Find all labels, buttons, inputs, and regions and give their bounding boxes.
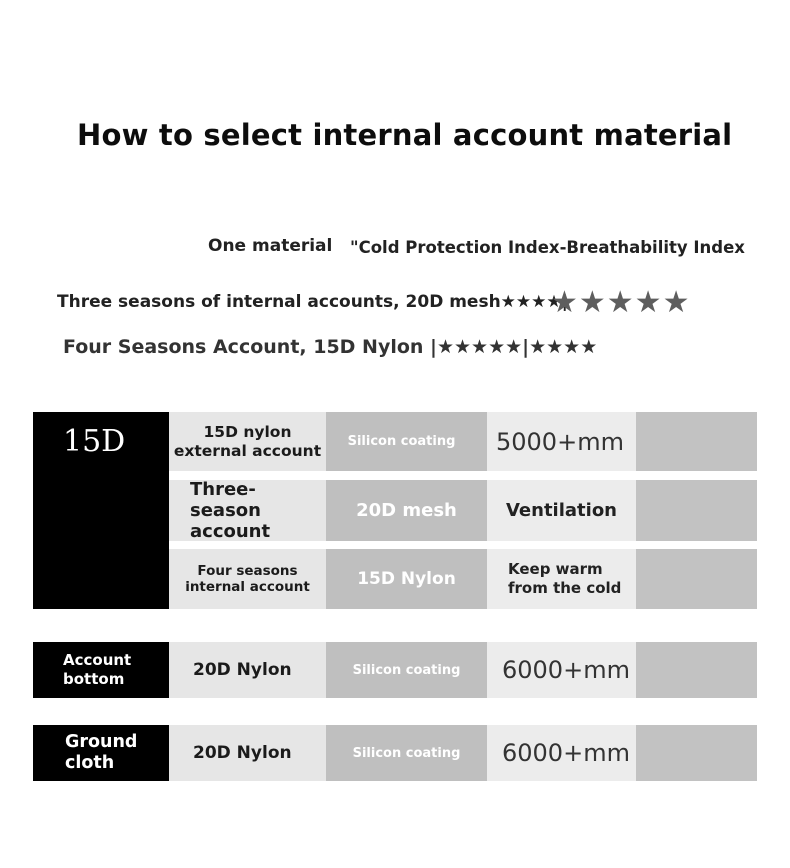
ground-coating: Silicon coating [326, 725, 487, 781]
ground-name: 20D Nylon [169, 725, 326, 781]
row-value-three-season: Ventilation [487, 480, 636, 541]
row-name-three-season: Three-season account [169, 480, 326, 541]
header-index: "Cold Protection Index-Breathability Index [350, 238, 745, 257]
ground-value: 6000+mm [487, 725, 636, 781]
bottom-coating: Silicon coating [326, 642, 487, 698]
material-label-account-bottom: Account bottom [33, 642, 169, 698]
bottom-value: 6000+mm [487, 642, 636, 698]
row-filler [636, 725, 757, 781]
rating-three-season: Three seasons of internal accounts, 20D mesh★★★★| [57, 292, 568, 312]
header-material: One material [208, 236, 333, 256]
material-label-ground-cloth: Ground cloth [33, 725, 169, 781]
rating-four-season: Four Seasons Account, 15D Nylon |★★★★★|★★★★ [63, 336, 598, 358]
row-value-external: 5000+mm [487, 412, 636, 471]
page-title: How to select internal account material [77, 118, 733, 152]
row-filler [636, 549, 757, 609]
row-filler [636, 412, 757, 471]
row-value-four-season: Keep warm from the cold [487, 549, 636, 609]
row-coating-three-season: 20D mesh [326, 480, 487, 541]
bottom-name: 20D Nylon [169, 642, 326, 698]
row-name-external: 15D nylon external account [169, 412, 326, 471]
row-coating-external: Silicon coating [326, 412, 487, 471]
row-coating-four-season: 15D Nylon [326, 549, 487, 609]
row-name-four-season: Four seasons internal account [169, 549, 326, 609]
rating-stars-large: ★★★★★ [551, 285, 691, 320]
row-filler [636, 642, 757, 698]
row-filler [636, 480, 757, 541]
material-label-15d: 15D [33, 412, 169, 609]
